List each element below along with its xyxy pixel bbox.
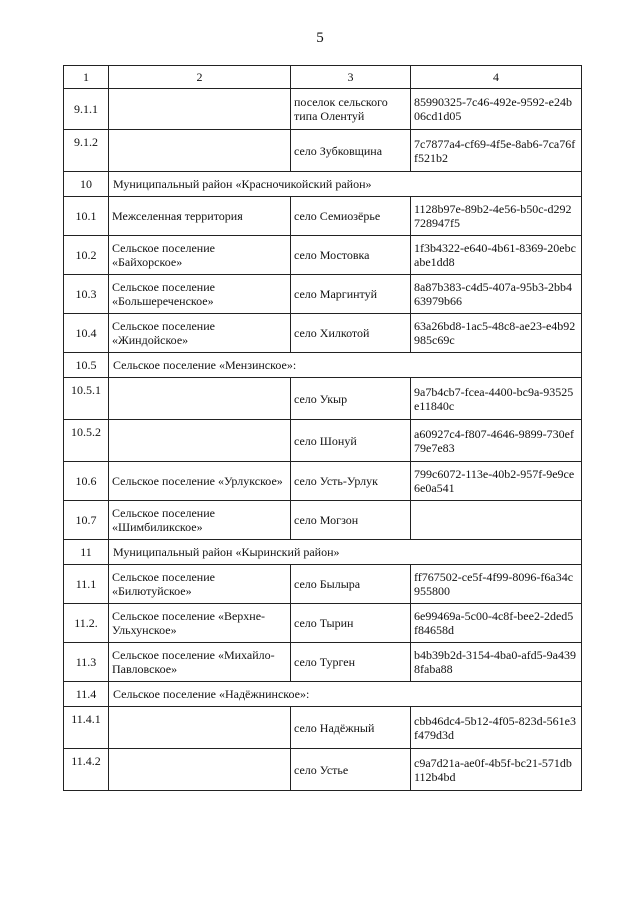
settlement-cell: Сельское поселение «Шимбиликское» <box>109 501 291 540</box>
fias-code-cell: 63a26bd8-1ac5-48c8-ae23-e4b92985c69c <box>411 314 582 353</box>
table-row <box>64 378 582 420</box>
row-number: 11.1 <box>64 565 109 604</box>
table-row <box>64 314 582 353</box>
row-number: 11.4 <box>64 682 109 707</box>
page-number: 5 <box>316 30 324 46</box>
settlement-cell <box>109 420 291 462</box>
row-number: 11.4.2 <box>64 749 109 791</box>
fias-code-cell: 1f3b4322-e640-4b61-8369-20ebcabe1dd8 <box>411 236 582 275</box>
table-row <box>64 749 582 791</box>
settlement-cell: Сельское поселение «Урлукское» <box>109 462 291 501</box>
row-number: 11.2. <box>64 604 109 643</box>
fias-code-cell: c9a7d21a-ae0f-4b5f-bc21-571db112b4bd <box>411 749 582 791</box>
row-number: 10 <box>64 172 109 197</box>
locality-cell: поселок сельского типа Олентуй <box>291 89 411 130</box>
locality-cell: село Турген <box>291 643 411 682</box>
group-title: Сельское поселение «Мензинское»: <box>109 353 582 378</box>
fias-code-cell: 1128b97e-89b2-4e56-b50c-d292728947f5 <box>411 197 582 236</box>
table-row <box>64 197 582 236</box>
locality-cell: село Тырин <box>291 604 411 643</box>
fias-code-cell: b4b39b2d-3154-4ba0-afd5-9a4398faba88 <box>411 643 582 682</box>
table-row <box>64 565 582 604</box>
row-number: 9.1.2 <box>64 130 109 172</box>
registry-table <box>63 65 582 791</box>
fias-code-cell: 7c7877a4-cf69-4f5e-8ab6-7ca76ff521b2 <box>411 130 582 172</box>
row-number: 10.5.1 <box>64 378 109 420</box>
column-header: 4 <box>411 66 582 89</box>
locality-cell: село Зубковщина <box>291 130 411 172</box>
group-title: Муниципальный район «Кыринский район» <box>109 540 582 565</box>
table-row <box>64 462 582 501</box>
locality-cell: село Былыра <box>291 565 411 604</box>
settlement-cell: Сельское поселение «Михайло-Павловское» <box>109 643 291 682</box>
locality-cell: село Устье <box>291 749 411 791</box>
table-row <box>64 501 582 540</box>
row-number: 10.2 <box>64 236 109 275</box>
row-number: 10.7 <box>64 501 109 540</box>
locality-cell: село Укыр <box>291 378 411 420</box>
settlement-cell: Сельское поселение «Байхорское» <box>109 236 291 275</box>
fias-code-cell: 8a87b383-c4d5-407a-95b3-2bb463979b66 <box>411 275 582 314</box>
row-number: 10.3 <box>64 275 109 314</box>
locality-cell: село Шонуй <box>291 420 411 462</box>
fias-code-cell: ff767502-ce5f-4f99-8096-f6a34c955800 <box>411 565 582 604</box>
row-number: 9.1.1 <box>64 89 109 130</box>
column-header: 1 <box>64 66 109 89</box>
column-header: 2 <box>109 66 291 89</box>
table-row <box>64 420 582 462</box>
locality-cell: село Могзон <box>291 501 411 540</box>
row-number: 10.1 <box>64 197 109 236</box>
group-row <box>64 172 582 197</box>
locality-cell: село Надёжный <box>291 707 411 749</box>
settlement-cell <box>109 749 291 791</box>
group-row <box>64 682 582 707</box>
table-row <box>64 707 582 749</box>
row-number: 10.4 <box>64 314 109 353</box>
locality-cell: село Усть-Урлук <box>291 462 411 501</box>
settlement-cell: Сельское поселение «Верхне-Ульхунское» <box>109 604 291 643</box>
settlement-cell: Межселенная территория <box>109 197 291 236</box>
fias-code-cell: 6e99469a-5c00-4c8f-bee2-2ded5f84658d <box>411 604 582 643</box>
settlement-cell <box>109 130 291 172</box>
table-row <box>64 275 582 314</box>
settlement-cell <box>109 707 291 749</box>
settlement-cell <box>109 89 291 130</box>
row-number: 11 <box>64 540 109 565</box>
row-number: 11.4.1 <box>64 707 109 749</box>
group-row <box>64 540 582 565</box>
fias-code-cell: cbb46dc4-5b12-4f05-823d-561e3f479d3d <box>411 707 582 749</box>
fias-code-cell: 9a7b4cb7-fcea-4400-bc9a-93525e11840c <box>411 378 582 420</box>
row-number: 10.6 <box>64 462 109 501</box>
settlement-cell: Сельское поселение «Большереченское» <box>109 275 291 314</box>
row-number: 11.3 <box>64 643 109 682</box>
table-header-row <box>64 66 582 89</box>
settlement-cell <box>109 378 291 420</box>
row-number: 10.5.2 <box>64 420 109 462</box>
settlement-cell: Сельское поселение «Жиндойское» <box>109 314 291 353</box>
table-row <box>64 604 582 643</box>
fias-code-cell <box>411 501 582 540</box>
locality-cell: село Семиозёрье <box>291 197 411 236</box>
table-row <box>64 130 582 172</box>
locality-cell: село Маргинтуй <box>291 275 411 314</box>
locality-cell: село Мостовка <box>291 236 411 275</box>
column-header: 3 <box>291 66 411 89</box>
table-row <box>64 236 582 275</box>
fias-code-cell: 85990325-7c46-492e-9592-e24b06cd1d05 <box>411 89 582 130</box>
settlement-cell: Сельское поселение «Билютуйское» <box>109 565 291 604</box>
group-row <box>64 353 582 378</box>
group-title: Муниципальный район «Красночикойский район» <box>109 172 582 197</box>
row-number: 10.5 <box>64 353 109 378</box>
fias-code-cell: 799c6072-113e-40b2-957f-9e9ce6e0a541 <box>411 462 582 501</box>
fias-code-cell: a60927c4-f807-4646-9899-730ef79e7e83 <box>411 420 582 462</box>
group-title: Сельское поселение «Надёжнинское»: <box>109 682 582 707</box>
locality-cell: село Хилкотой <box>291 314 411 353</box>
table-row <box>64 643 582 682</box>
table-row <box>64 89 582 130</box>
